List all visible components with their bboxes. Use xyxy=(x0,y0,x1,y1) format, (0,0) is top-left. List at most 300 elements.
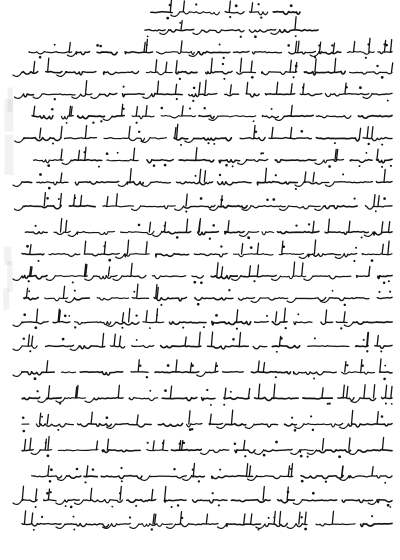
ink-stroke xyxy=(332,511,333,524)
ink-stroke xyxy=(251,206,285,208)
ink-stroke xyxy=(165,486,166,500)
ink-stroke xyxy=(344,253,357,256)
ink-stroke xyxy=(206,371,218,372)
ink-stroke xyxy=(201,450,210,454)
ink-stroke xyxy=(32,336,33,346)
ink-stroke xyxy=(153,441,154,450)
ink-dot xyxy=(138,131,140,133)
ink-dot xyxy=(76,468,79,471)
ink-dot xyxy=(375,210,377,212)
ink-stroke xyxy=(145,30,165,31)
ink-dot xyxy=(73,516,75,518)
ink-stroke xyxy=(97,298,129,300)
ink-stroke xyxy=(335,149,336,160)
ink-stroke xyxy=(91,94,100,98)
ink-stroke xyxy=(217,263,218,276)
ink-dot xyxy=(136,122,138,124)
ink-dot xyxy=(54,44,56,46)
ink-stroke xyxy=(337,149,338,160)
ink-stroke xyxy=(22,372,54,375)
ink-stroke xyxy=(228,221,229,232)
ink-stroke xyxy=(287,524,296,528)
ink-stroke xyxy=(22,254,44,255)
ink-dot xyxy=(275,174,277,176)
ink-stroke xyxy=(13,346,22,350)
ink-stroke xyxy=(384,169,385,182)
ink-stroke xyxy=(69,43,70,52)
ink-stroke xyxy=(151,12,173,13)
ink-stroke xyxy=(147,450,168,451)
ink-dot xyxy=(225,164,228,167)
ink-dot xyxy=(383,282,386,285)
ink-dot xyxy=(287,44,290,47)
ink-dot xyxy=(136,339,138,341)
manuscript-line-22 xyxy=(13,486,392,508)
ink-stroke xyxy=(131,263,132,276)
ink-stroke xyxy=(132,206,141,210)
ink-dot xyxy=(46,492,49,495)
ink-dot xyxy=(381,144,383,146)
ink-dot xyxy=(191,364,194,367)
ink-stroke xyxy=(237,310,238,322)
ink-stroke xyxy=(209,424,222,425)
ink-dot xyxy=(387,504,390,507)
ink-stroke xyxy=(186,219,187,232)
ink-dot xyxy=(35,225,37,227)
ink-stroke xyxy=(218,116,256,117)
ink-stroke xyxy=(42,94,75,95)
manuscript-line-10 xyxy=(14,193,392,213)
ink-stroke xyxy=(131,372,148,373)
ink-stroke xyxy=(116,424,152,427)
ink-dot xyxy=(313,378,315,380)
ink-dot xyxy=(307,456,309,458)
ink-stroke xyxy=(15,94,24,98)
ink-dot xyxy=(365,152,367,154)
manuscript-line-18 xyxy=(22,384,393,406)
ink-stroke xyxy=(285,424,297,426)
ink-stroke xyxy=(36,424,73,427)
ink-dot xyxy=(250,246,253,249)
ink-stroke xyxy=(153,232,162,236)
ink-stroke xyxy=(175,84,176,94)
ink-dot xyxy=(164,225,166,227)
ink-dot xyxy=(50,468,53,471)
ink-stroke xyxy=(30,245,31,254)
ink-stroke xyxy=(177,124,178,138)
ink-stroke xyxy=(47,398,61,399)
ink-dot xyxy=(213,143,215,145)
ink-stroke xyxy=(336,322,347,323)
ink-dot xyxy=(385,402,387,404)
ink-stroke xyxy=(302,500,336,501)
ink-stroke xyxy=(13,276,22,280)
ink-stroke xyxy=(388,241,389,254)
ink-dot xyxy=(37,260,39,262)
ink-stroke xyxy=(193,30,202,34)
ink-stroke xyxy=(255,398,299,401)
ink-stroke xyxy=(374,195,375,206)
ink-stroke xyxy=(26,288,27,298)
ink-dot xyxy=(36,390,38,392)
ink-dot xyxy=(189,107,191,109)
ink-stroke xyxy=(215,363,216,372)
ink-dot xyxy=(183,442,185,444)
ink-stroke xyxy=(218,524,227,528)
ink-stroke xyxy=(272,127,273,138)
ink-stroke xyxy=(359,128,360,138)
ink-dot xyxy=(181,517,183,519)
ink-stroke xyxy=(150,476,187,478)
ink-stroke xyxy=(150,138,167,139)
manuscript-line-4 xyxy=(13,58,393,80)
manuscript-line-20 xyxy=(22,437,392,459)
ink-dot xyxy=(276,351,278,353)
ink-stroke xyxy=(36,309,37,322)
ink-dot xyxy=(146,376,148,378)
ink-stroke xyxy=(192,276,204,278)
ink-dot xyxy=(293,76,295,78)
ink-stroke xyxy=(345,362,346,373)
ink-stroke xyxy=(198,52,230,55)
ink-stroke xyxy=(223,372,244,373)
ink-dot xyxy=(123,86,125,88)
ink-stroke xyxy=(247,464,248,476)
ink-dot xyxy=(342,173,344,175)
ink-dot xyxy=(253,280,255,282)
ink-stroke xyxy=(221,267,222,276)
ink-stroke xyxy=(234,254,274,257)
ink-stroke xyxy=(378,276,392,279)
ink-dot xyxy=(301,516,303,518)
ink-stroke xyxy=(287,298,296,302)
ink-dot xyxy=(191,428,193,430)
ink-stroke xyxy=(55,276,87,277)
ink-dot xyxy=(367,143,369,145)
ink-stroke xyxy=(354,42,355,53)
ink-dot xyxy=(378,291,380,293)
manuscript-line-19 xyxy=(22,410,392,432)
ink-stroke xyxy=(91,488,92,500)
ink-dot xyxy=(285,327,287,329)
ink-stroke xyxy=(239,333,240,347)
ink-stroke xyxy=(338,398,354,401)
ink-dot xyxy=(198,480,200,482)
ink-dot xyxy=(117,152,119,154)
ink-stroke xyxy=(84,254,119,256)
ink-stroke xyxy=(96,441,97,450)
ink-dot xyxy=(200,197,203,200)
ink-stroke xyxy=(364,385,365,398)
ink-stroke xyxy=(247,159,268,161)
ink-stroke xyxy=(195,298,233,301)
ink-dot xyxy=(22,417,25,420)
ink-stroke xyxy=(46,345,74,346)
ink-stroke xyxy=(116,322,139,325)
ink-stroke xyxy=(315,59,316,72)
ink-stroke xyxy=(129,398,158,401)
ink-dot xyxy=(65,505,67,507)
ink-dot xyxy=(355,247,357,249)
ink-stroke xyxy=(329,298,369,301)
ink-stroke xyxy=(49,254,80,257)
ink-stroke xyxy=(130,524,139,528)
ink-stroke xyxy=(181,41,182,52)
ink-stroke xyxy=(74,298,89,300)
ink-stroke xyxy=(333,43,334,52)
ink-stroke xyxy=(100,93,117,96)
ink-dot xyxy=(366,350,368,352)
ink-dot xyxy=(98,166,100,168)
ink-dot xyxy=(212,492,214,494)
ink-stroke xyxy=(249,466,250,476)
ink-stroke xyxy=(85,126,86,139)
ink-dot xyxy=(389,291,391,293)
ink-stroke xyxy=(24,138,61,141)
ink-dot xyxy=(149,390,151,392)
ink-dot xyxy=(162,442,164,444)
ink-dot xyxy=(328,165,331,168)
ink-stroke xyxy=(263,487,264,501)
ink-stroke xyxy=(65,500,79,502)
ink-dot xyxy=(23,313,26,316)
ink-dot xyxy=(273,517,275,519)
ink-stroke xyxy=(24,94,34,97)
ink-stroke xyxy=(46,276,55,280)
ink-dot xyxy=(34,326,37,329)
ink-dot xyxy=(121,327,123,329)
manuscript-line-9 xyxy=(13,168,392,190)
ink-stroke xyxy=(365,206,392,210)
ink-stroke xyxy=(125,52,152,54)
ink-stroke xyxy=(210,414,211,424)
ink-stroke xyxy=(155,514,156,524)
ink-stroke xyxy=(324,159,344,162)
ink-stroke xyxy=(146,106,147,116)
ink-stroke xyxy=(33,94,42,98)
manuscript-line-21 xyxy=(32,463,392,483)
ink-stroke xyxy=(328,219,329,232)
ink-stroke xyxy=(62,160,71,164)
ink-stroke xyxy=(374,385,375,398)
ink-stroke xyxy=(45,439,46,450)
ink-dot xyxy=(135,505,137,507)
ink-dot xyxy=(385,44,388,47)
ink-stroke xyxy=(32,116,53,119)
ink-stroke xyxy=(68,232,77,236)
ink-dot xyxy=(151,528,153,530)
ink-stroke xyxy=(218,182,252,185)
ink-stroke xyxy=(377,297,392,298)
ink-dot xyxy=(83,151,85,153)
ink-stroke xyxy=(294,322,312,325)
ink-stroke xyxy=(372,467,373,476)
ink-stroke xyxy=(206,71,232,74)
ink-stroke xyxy=(347,386,348,398)
ink-dot xyxy=(228,289,230,291)
ink-stroke xyxy=(164,500,186,503)
ink-dot xyxy=(384,365,386,367)
ink-stroke xyxy=(246,94,259,97)
ink-stroke xyxy=(119,336,120,346)
ink-dot xyxy=(212,224,215,227)
ink-dot xyxy=(171,506,173,508)
ink-dot xyxy=(295,65,298,68)
ink-dot xyxy=(391,403,393,405)
ink-dot xyxy=(219,174,221,176)
ink-dot xyxy=(354,198,356,200)
ink-dot xyxy=(70,506,73,509)
ink-dot xyxy=(300,130,303,133)
ink-stroke xyxy=(225,94,239,96)
ink-stroke xyxy=(129,309,130,323)
ink-dot xyxy=(207,142,209,144)
ink-dot xyxy=(58,198,60,200)
ink-stroke xyxy=(170,386,171,398)
ink-stroke xyxy=(291,450,300,454)
ink-stroke xyxy=(299,512,300,524)
ink-stroke xyxy=(308,254,340,257)
ink-stroke xyxy=(322,388,323,398)
ink-stroke xyxy=(373,232,392,235)
ink-dot xyxy=(177,504,179,506)
ink-stroke xyxy=(255,322,269,323)
ink-dot xyxy=(232,165,234,167)
manuscript-line-15 xyxy=(13,308,392,330)
ink-stroke xyxy=(251,514,252,524)
ink-dot xyxy=(111,506,113,508)
ink-dot xyxy=(195,175,197,177)
ink-stroke xyxy=(231,500,270,503)
ink-dot xyxy=(376,65,378,67)
ink-stroke xyxy=(349,438,350,450)
ink-stroke xyxy=(350,160,372,163)
ink-stroke xyxy=(303,84,304,94)
ink-dot xyxy=(161,107,164,110)
ink-dot xyxy=(54,98,56,100)
ink-stroke xyxy=(133,148,134,160)
ink-stroke xyxy=(13,322,22,326)
ink-stroke xyxy=(132,346,154,348)
ink-stroke xyxy=(385,385,386,398)
ink-stroke xyxy=(61,149,62,160)
ink-stroke xyxy=(45,298,68,301)
ink-dot xyxy=(260,16,262,18)
ink-stroke xyxy=(28,335,29,346)
ink-dot xyxy=(160,304,162,306)
ink-dot xyxy=(57,429,59,431)
ink-stroke xyxy=(205,80,206,94)
ink-dot xyxy=(381,415,384,418)
ink-dot xyxy=(223,78,225,80)
ink-stroke xyxy=(77,231,114,234)
ink-dot xyxy=(103,245,105,247)
ink-stroke xyxy=(108,267,109,276)
ink-stroke xyxy=(350,72,392,74)
ink-stroke xyxy=(163,440,164,450)
ink-stroke xyxy=(48,58,49,72)
ink-stroke xyxy=(111,346,125,348)
ink-dot xyxy=(222,63,224,65)
ink-dot xyxy=(99,45,102,48)
ink-dot xyxy=(33,529,35,531)
ink-dot xyxy=(216,365,218,367)
ink-dot xyxy=(46,197,49,200)
ink-stroke xyxy=(290,60,291,72)
manuscript-line-6 xyxy=(32,104,392,124)
ink-stroke xyxy=(36,489,37,500)
ink-stroke xyxy=(353,322,392,324)
ink-stroke xyxy=(347,52,374,55)
ink-dot xyxy=(122,108,124,110)
ink-dot xyxy=(388,280,390,282)
ink-dot xyxy=(353,260,355,262)
ink-stroke xyxy=(22,182,32,183)
ink-stroke xyxy=(61,372,75,373)
ink-stroke xyxy=(288,466,289,476)
ink-stroke xyxy=(313,276,351,279)
ink-stroke xyxy=(71,107,72,116)
ink-dot xyxy=(232,338,235,341)
ink-stroke xyxy=(262,72,297,75)
ink-dot xyxy=(164,164,167,167)
ink-stroke xyxy=(13,182,22,186)
ink-stroke xyxy=(257,182,297,185)
ink-stroke xyxy=(78,116,105,119)
ink-stroke xyxy=(334,182,372,183)
ink-stroke xyxy=(139,524,173,527)
ink-stroke xyxy=(284,115,313,116)
ink-stroke xyxy=(199,116,214,119)
ink-dot xyxy=(182,327,184,329)
ink-dot xyxy=(153,164,156,167)
ink-stroke xyxy=(97,52,117,55)
ink-stroke xyxy=(129,126,130,138)
ink-stroke xyxy=(265,168,266,182)
ink-dot xyxy=(41,516,43,518)
ink-stroke xyxy=(78,424,112,427)
ink-stroke xyxy=(153,514,154,524)
ink-stroke xyxy=(295,17,296,30)
ink-stroke xyxy=(151,182,170,183)
ink-dot xyxy=(302,86,304,88)
ink-stroke xyxy=(154,297,187,301)
ink-stroke xyxy=(152,94,183,97)
ink-stroke xyxy=(211,58,212,72)
ink-stroke xyxy=(22,346,37,349)
manuscript-line-12 xyxy=(22,240,392,262)
ink-stroke xyxy=(389,222,390,232)
ink-dot xyxy=(381,166,383,168)
ink-dot xyxy=(121,480,123,482)
ink-dot xyxy=(28,290,30,292)
ink-dot xyxy=(185,211,187,213)
ink-stroke xyxy=(319,52,341,55)
ink-dot xyxy=(380,350,382,352)
ink-dot xyxy=(327,403,329,405)
ink-stroke xyxy=(76,52,89,55)
ink-stroke xyxy=(194,253,227,257)
ink-stroke xyxy=(263,363,264,372)
ink-dot xyxy=(133,291,135,293)
ink-stroke xyxy=(132,116,154,119)
ink-stroke xyxy=(232,410,233,424)
ink-stroke xyxy=(253,346,267,349)
ink-dot xyxy=(234,443,237,446)
ink-dot xyxy=(340,327,342,329)
ink-dot xyxy=(164,389,167,392)
ink-dot xyxy=(180,144,182,146)
